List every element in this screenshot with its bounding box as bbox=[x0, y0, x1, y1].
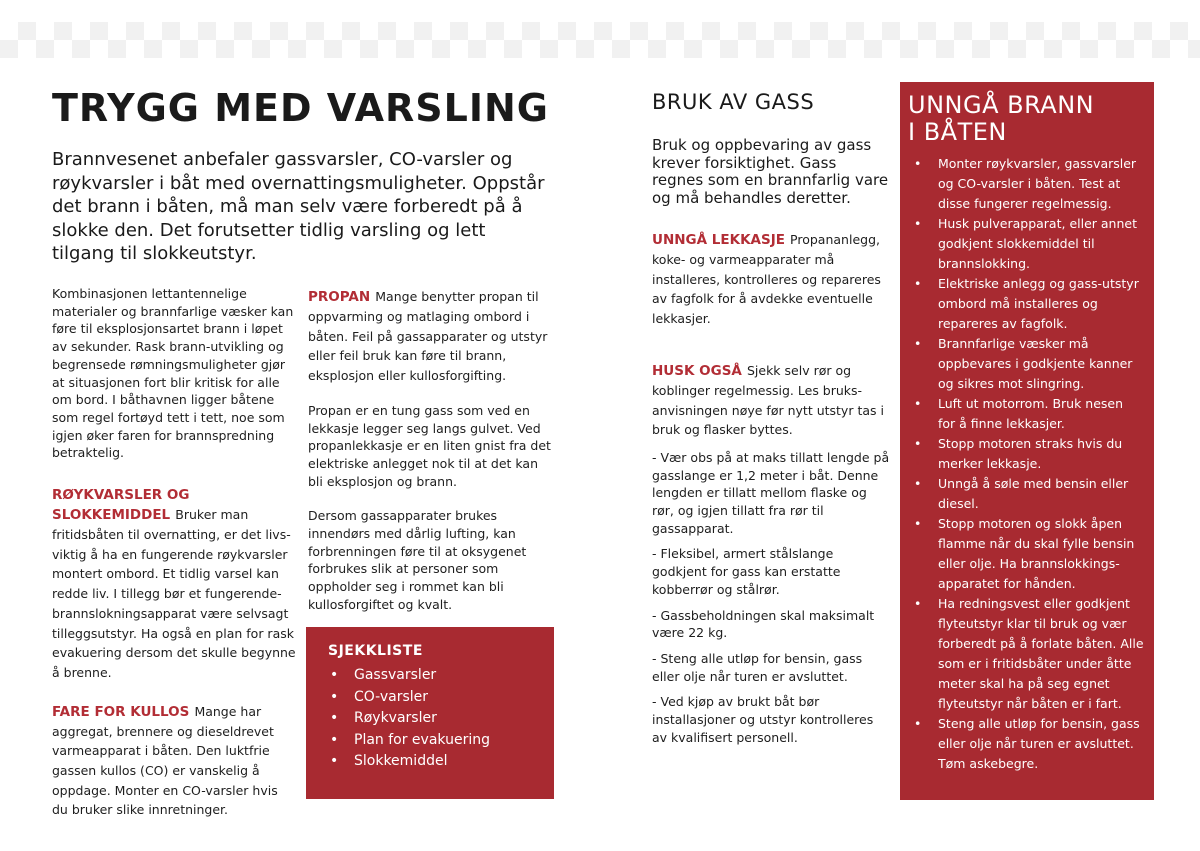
checklist-heading: SJEKKLISTE bbox=[328, 643, 423, 659]
also-text: Sjekk selv rør og koblinger regelmessig. Les bruks-anvisningen nøye før nytt utstyr tas i bruk og flasker byttes. bbox=[652, 362, 884, 438]
sidebar-list bbox=[908, 154, 1144, 774]
propan-text: Mange benytter propan til oppvarming og matlaging ombord i båten. Feil på gassapparater og utstyr eller feil bruk kan føre til brann, eksplosjon eller kullosforgifting. bbox=[308, 289, 548, 384]
sidebar-item: • Elektriske anlegg og gass-utstyr ombord må installeres og repareres av fagfolk. bbox=[908, 274, 1144, 334]
co-section bbox=[52, 701, 296, 820]
sidebar-item: • Stopp motoren straks hvis du merker lekkasje. bbox=[908, 434, 1144, 474]
smoke-text: Bruker man fritidsbåten til overnatting, er det livs-viktig å ha en fungerende røykvarsler montert ombord. Et tidlig varsel kan redde liv. I tillegg bør et fungerende-brannslokningsapparat være selvsagt tilleggsutstyr. Ha også en plan for rask evakuering dersom det skulle begynne å brenne. bbox=[52, 507, 296, 680]
sidebar-item: • Luft ut motorrom. Bruk nesen for å finne lekkasjer. bbox=[908, 394, 1144, 434]
gas-rule: - Steng alle utløp for bensin, gass eller olje når turen er avsluttet. bbox=[652, 650, 863, 684]
propan-paragraph-2: Propan er en tung gass som ved en lekkasje legger seg langs gulvet. Ved propanlekkasje er en liten gnist fra det elektriske anlegget nok til at det kan bli eksplosjon og brann. bbox=[308, 402, 551, 489]
also-heading: HUSK OGSÅ bbox=[652, 362, 742, 379]
co-text: Mange har aggregat, brennere og dieseldrevet varmeapparat i båten. Den luktfrie gassen kullos (CO) er vanskelig å oppdage. Monter en CO-varsler hvis du bruker slike innretninger. bbox=[52, 703, 278, 818]
checklist-item: • Slokkemiddel bbox=[328, 751, 534, 773]
leak-heading: UNNGÅ LEKKASJE bbox=[652, 232, 785, 248]
propan-paragraph-3: Dersom gassapparater brukes innendørs med dårlig lufting, kan forbrenningen føre til at oksygenet forbrukes slik at personer som oppholder seg i rommet kan bli kullosforgiftet og kvalt. bbox=[308, 508, 527, 612]
column-middle bbox=[308, 286, 554, 614]
checklist-item: • Plan for evakuering bbox=[328, 730, 534, 752]
sidebar-box bbox=[900, 82, 1154, 800]
gas-rule: - Vær obs på at maks tillatt lengde på gasslange er 1,2 meter i båt. Denne lengden er tillatt mellom flaske og rør, og igjen tillatt fra rør til gassapparat. bbox=[652, 449, 890, 536]
leak-text: Propananlegg, koke- og varmeapparater må installeres, kontrolleres og repareres av fagfolk for å avdekke eventuelle lekkasjer. bbox=[652, 232, 881, 327]
gas-rule: - Gassbeholdningen skal maksimalt være 22 kg. bbox=[652, 607, 875, 641]
checklist-list bbox=[328, 665, 534, 773]
page-title: TRYGG MED VARSLING bbox=[52, 86, 549, 130]
sidebar-heading-line1: UNNGÅ BRANN bbox=[908, 91, 1095, 119]
sidebar-item: • Monter røykvarsler, gassvarsler og CO-varsler i båten. Test at disse fungerer regelmessig. bbox=[908, 154, 1144, 214]
checker-pattern-band bbox=[0, 22, 1200, 58]
smoke-section bbox=[52, 484, 296, 682]
gas-rules bbox=[652, 449, 892, 747]
intro-body-paragraph: Kombinasjonen lettantennelige materialer og brannfarlige væsker kan føre til eksplosjonsartet brann i løpet av sekunder. Rask brann-utvikling og begrensede rømningsmuligheter gjør at situasjonen fort blir kritisk for alle om bord. I båthavnen ligger båtene som regel fortøyd tett i tett, noe som igjen øker faren for brannspredning betraktelig. bbox=[52, 286, 294, 461]
gas-heading: BRUK AV GASS bbox=[652, 90, 815, 114]
sidebar-item: • Steng alle utløp for bensin, gass eller olje når turen er avsluttet. Tøm askebegre. bbox=[908, 714, 1144, 774]
sidebar-item: • Unngå å søle med bensin eller diesel. bbox=[908, 474, 1144, 514]
leak-section bbox=[652, 229, 892, 328]
intro-paragraph: Brannvesenet anbefaler gassvarsler, CO-varsler og røykvarsler i båt med overnattingsmuligheter. Oppstår det brann i båten, må man selv være forberedt på å slokke den. Det forutsetter tidlig varsling og lett tilgang til slokkeutstyr. bbox=[52, 149, 545, 264]
sidebar-item: • Stopp motoren og slokk åpen flamme når du skal fylle bensin eller olje. Ha brannslokkings-apparatet for hånden. bbox=[908, 514, 1144, 594]
gas-rule: - Ved kjøp av brukt båt bør installasjoner og utstyr kontrolleres av kvalifisert personell. bbox=[652, 694, 874, 745]
gas-rule: - Fleksibel, armert stålslange godkjent for gass kan erstatte kobberrør og stålrør. bbox=[652, 546, 841, 597]
checklist-item: • Gassvarsler bbox=[328, 665, 534, 687]
also-section bbox=[652, 360, 892, 439]
propan-heading: PROPAN bbox=[308, 289, 371, 305]
sidebar-heading bbox=[908, 92, 1144, 146]
checklist-box bbox=[306, 627, 554, 799]
gas-intro: Bruk og oppbevaring av gass krever forsiktighet. Gass regnes som en brannfarlig vare og må behandles deretter. bbox=[652, 136, 889, 207]
sidebar-heading-line2: I BÅTEN bbox=[908, 118, 1007, 146]
column-gas bbox=[652, 229, 892, 746]
propan-section bbox=[308, 286, 554, 385]
column-left bbox=[52, 285, 296, 819]
smoke-heading: RØYKVARSLER OG SLOKKEMIDDEL bbox=[52, 487, 190, 524]
sidebar-item: • Brannfarlige væsker må oppbevares i godkjente kanner og sikres mot slingring. bbox=[908, 334, 1144, 394]
sidebar-item: • Husk pulverapparat, eller annet godkjent slokkemiddel til brannslokking. bbox=[908, 214, 1144, 274]
checklist-item: • CO-varsler bbox=[328, 687, 534, 709]
co-heading: FARE FOR KULLOS bbox=[52, 703, 190, 720]
sidebar-item: • Ha redningsvest eller godkjent flyteutstyr klar til bruk og vær forberedt på å forlate båten. Alle som er i fritidsbåter under åtte meter skal ha på seg egnet flyteutstyr når båten er i fart. bbox=[908, 594, 1144, 714]
checklist-item: • Røykvarsler bbox=[328, 708, 534, 730]
